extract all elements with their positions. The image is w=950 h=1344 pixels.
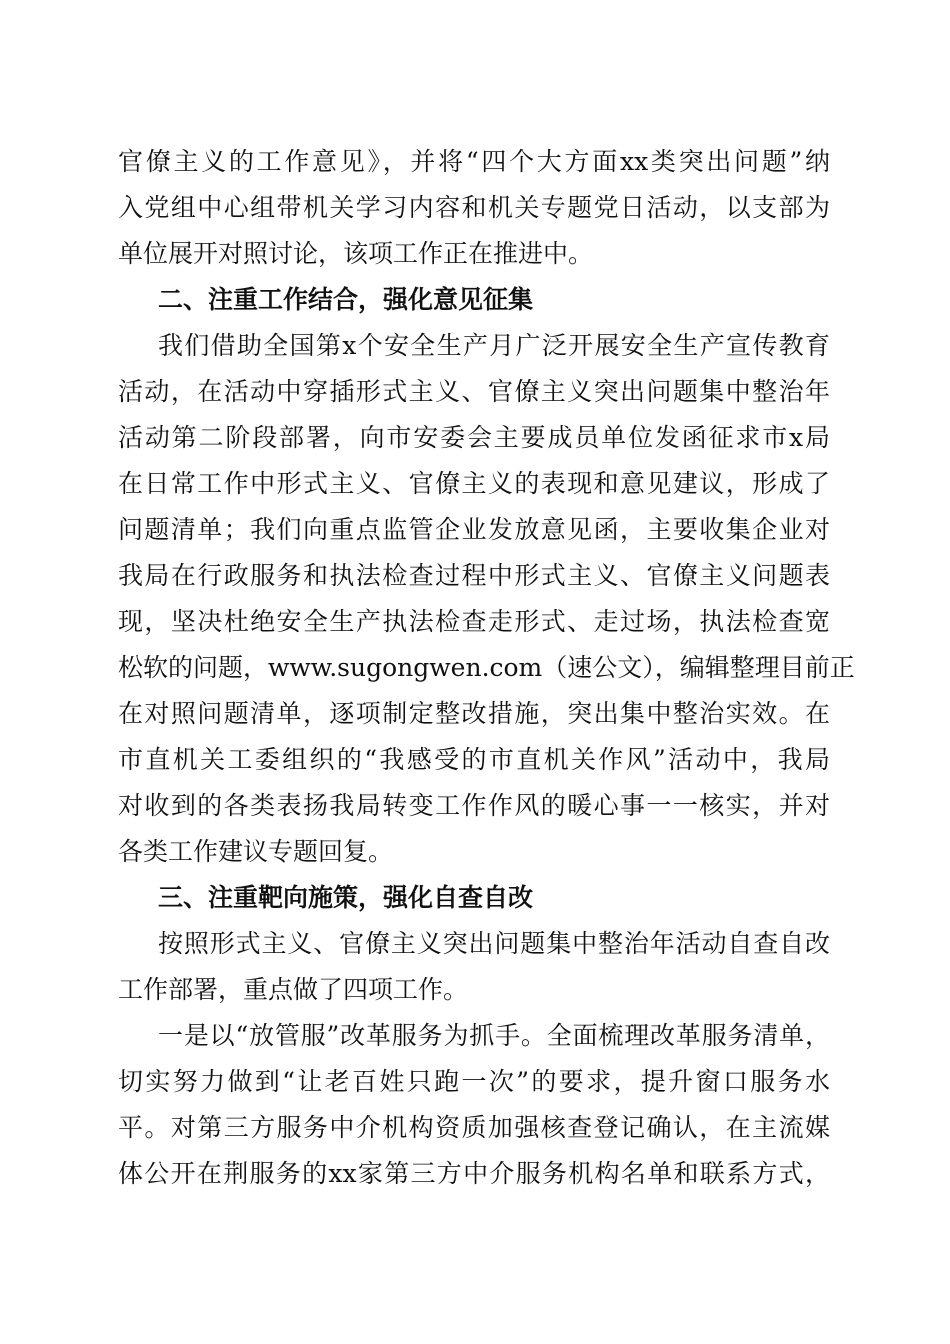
paragraph-2-line-12: 各类工作建议专题回复。 [118, 837, 394, 866]
paragraph-2-line-11: 对收到的各类表扬我局转变工作作风的暖心事一一核实，并对 [118, 791, 830, 820]
paragraph-2-line-2: 活动，在活动中穿插形式主义、官僚主义突出问题集中整治年 [118, 377, 830, 406]
paragraph-2-line-8: 松软的问题，www.sugongwen.com（速公文），编辑整理目前正 [118, 653, 855, 682]
paragraph-2-line-7: 现，坚决杜绝安全生产执法检查走形式、走过场，执法检查宽 [118, 607, 830, 636]
paragraph-4-line-4: 体公开在荆服务的xx家第三方中介服务机构名单和联系方式， [118, 1159, 830, 1188]
paragraph-3-line-1: 按照形式主义、官僚主义突出问题集中整治年活动自查自改 [158, 929, 830, 958]
paragraph-2-line-3: 活动第二阶段部署，向市安委会主要成员单位发函征求市x局 [118, 423, 830, 452]
paragraph-2-line-9: 在对照问题清单，逐项制定整改措施，突出集中整治实效。在 [118, 699, 830, 728]
paragraph-2-line-5: 问题清单；我们向重点监管企业发放意见函，主要收集企业对 [118, 515, 830, 544]
paragraph-3-line-2: 工作部署，重点做了四项工作。 [118, 975, 469, 1004]
paragraph-4-line-1: 一是以“放管服”改革服务为抓手。全面梳理改革服务清单， [158, 1021, 830, 1050]
paragraph-2-line-1: 我们借助全国第x个安全生产月广泛开展安全生产宣传教育 [158, 331, 830, 360]
paragraph-2-line-6: 我局在行政服务和执法检查过程中形式主义、官僚主义问题表 [118, 561, 830, 590]
paragraph-2-line-10: 市直机关工委组织的“我感受的市直机关作风”活动中，我局 [118, 745, 830, 774]
paragraph-2-line-4: 在日常工作中形式主义、官僚主义的表现和意见建议，形成了 [118, 469, 830, 498]
paragraph-1-line-1: 官僚主义的工作意见》，并将“四个大方面xx类突出问题”纳 [118, 147, 830, 176]
paragraph-1-line-3: 单位展开对照讨论，该项工作正在推进中。 [118, 239, 594, 268]
paragraph-4-line-2: 切实努力做到“让老百姓只跑一次”的要求，提升窗口服务水 [118, 1067, 830, 1096]
paragraph-1-line-2: 入党组中心组带机关学习内容和机关专题党日活动，以支部为 [118, 193, 830, 222]
section-heading-3: 三、注重靶向施策，强化自查自改 [158, 883, 534, 912]
paragraph-4-line-3: 平。对第三方服务中介机构资质加强核查登记确认，在主流媒 [118, 1113, 830, 1142]
section-heading-2: 二、注重工作结合，强化意见征集 [158, 285, 534, 314]
